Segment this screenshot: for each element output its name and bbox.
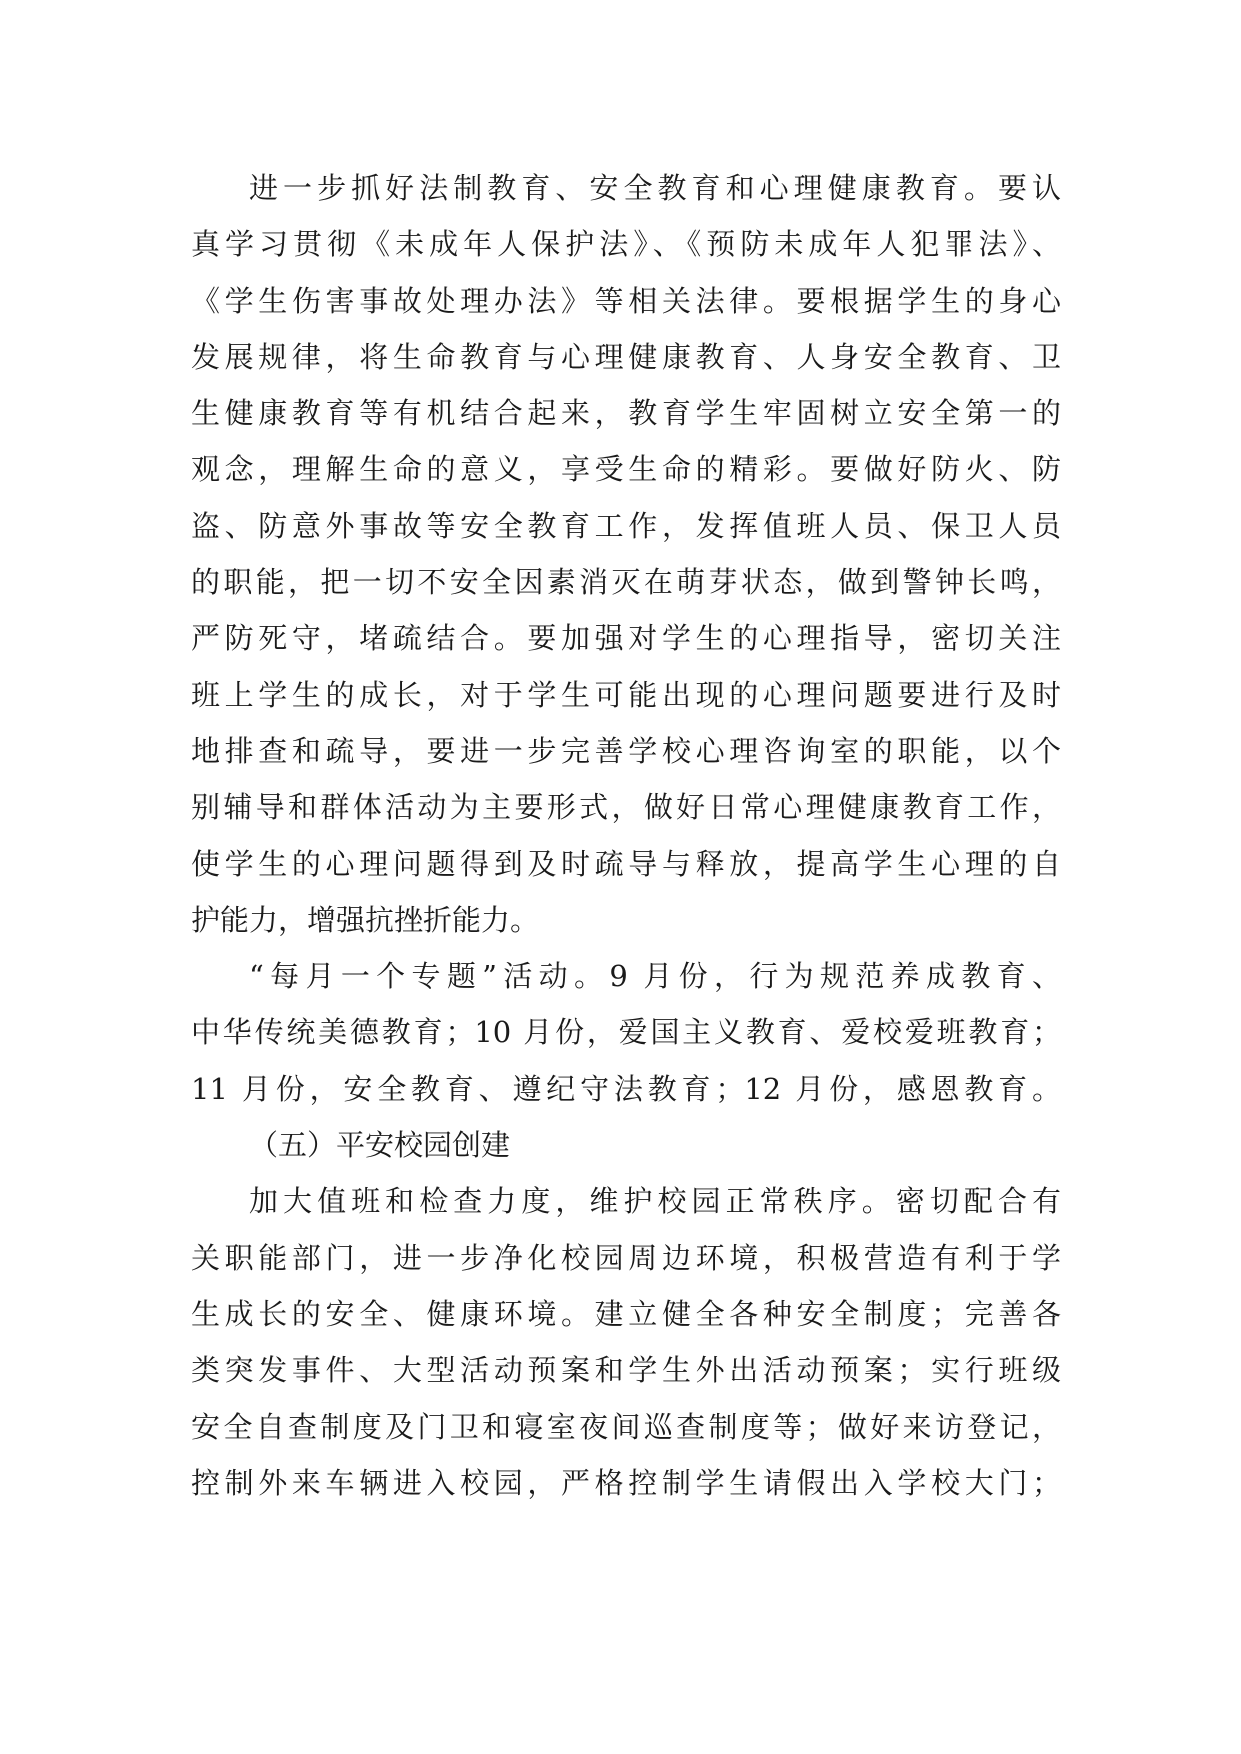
text-line: 中华传统美德教育；10 月份，爱国主义教育、爱校爱班教育；: [191, 1015, 1061, 1050]
text-line: 11 月份，安全教育、遵纪守法教育；12 月份，感恩教育。: [191, 1071, 1061, 1106]
text-line: 地排查和疏导，要进一步完善学校心理咨询室的职能，以个: [191, 733, 1061, 768]
text-line: 生成长的安全、健康环境。建立健全各种安全制度；完善各: [191, 1296, 1061, 1331]
text-line: 发展规律，将生命教育与心理健康教育、人身安全教育、卫: [191, 339, 1061, 374]
text-line: 使学生的心理问题得到及时疏导与释放，提高学生心理的自: [191, 846, 1061, 881]
text-line: 加大值班和检查力度，维护校园正常秩序。密切配合有: [249, 1184, 1061, 1219]
text-line: 《学生伤害事故处理办法》等相关法律。要根据学生的身心: [191, 283, 1061, 318]
paragraph-safe-campus: [191, 1173, 1061, 1511]
text-line: “每月一个专题”活动。9 月份，行为规范养成教育、: [249, 959, 1061, 994]
heading-text: （五）平安校园创建: [249, 1128, 511, 1163]
paragraph-education: [191, 160, 1061, 948]
text-line: 班上学生的成长，对于学生可能出现的心理问题要进行及时: [191, 677, 1061, 712]
text-line: 进一步抓好法制教育、安全教育和心理健康教育。要认: [249, 171, 1061, 205]
text-line: 别辅导和群体活动为主要形式，做好日常心理健康教育工作，: [191, 790, 1061, 825]
text-line: 安全自查制度及门卫和寝室夜间巡查制度等；做好来访登记，: [191, 1409, 1061, 1444]
text-line: 控制外来车辆进入校园，严格控制学生请假出入学校大门；: [191, 1465, 1061, 1500]
text-line: 观念，理解生命的意义，享受生命的精彩。要做好防火、防: [191, 452, 1061, 487]
text-line: 的职能，把一切不安全因素消灭在萌芽状态，做到警钟长鸣，: [191, 565, 1061, 600]
text-line: 护能力，增强抗挫折能力。: [191, 902, 540, 937]
text-line: 关职能部门，进一步净化校园周边环境，积极营造有利于学: [191, 1240, 1061, 1275]
paragraph-monthly-topics: [191, 948, 1061, 1117]
text-line: 严防死守，堵疏结合。要加强对学生的心理指导，密切关注: [191, 621, 1061, 656]
text-line: 类突发事件、大型活动预案和学生外出活动预案；实行班级: [191, 1353, 1061, 1388]
text-line: 盗、防意外事故等安全教育工作，发挥值班人员、保卫人员: [191, 508, 1061, 543]
document-body: [191, 160, 1061, 1511]
text-line: 生健康教育等有机结合起来，教育学生牢固树立安全第一的: [191, 396, 1061, 431]
section-heading: [191, 1117, 1061, 1173]
text-line: 真学习贯彻《未成年人保护法》、《预防未成年人犯罪法》、: [191, 227, 1061, 262]
